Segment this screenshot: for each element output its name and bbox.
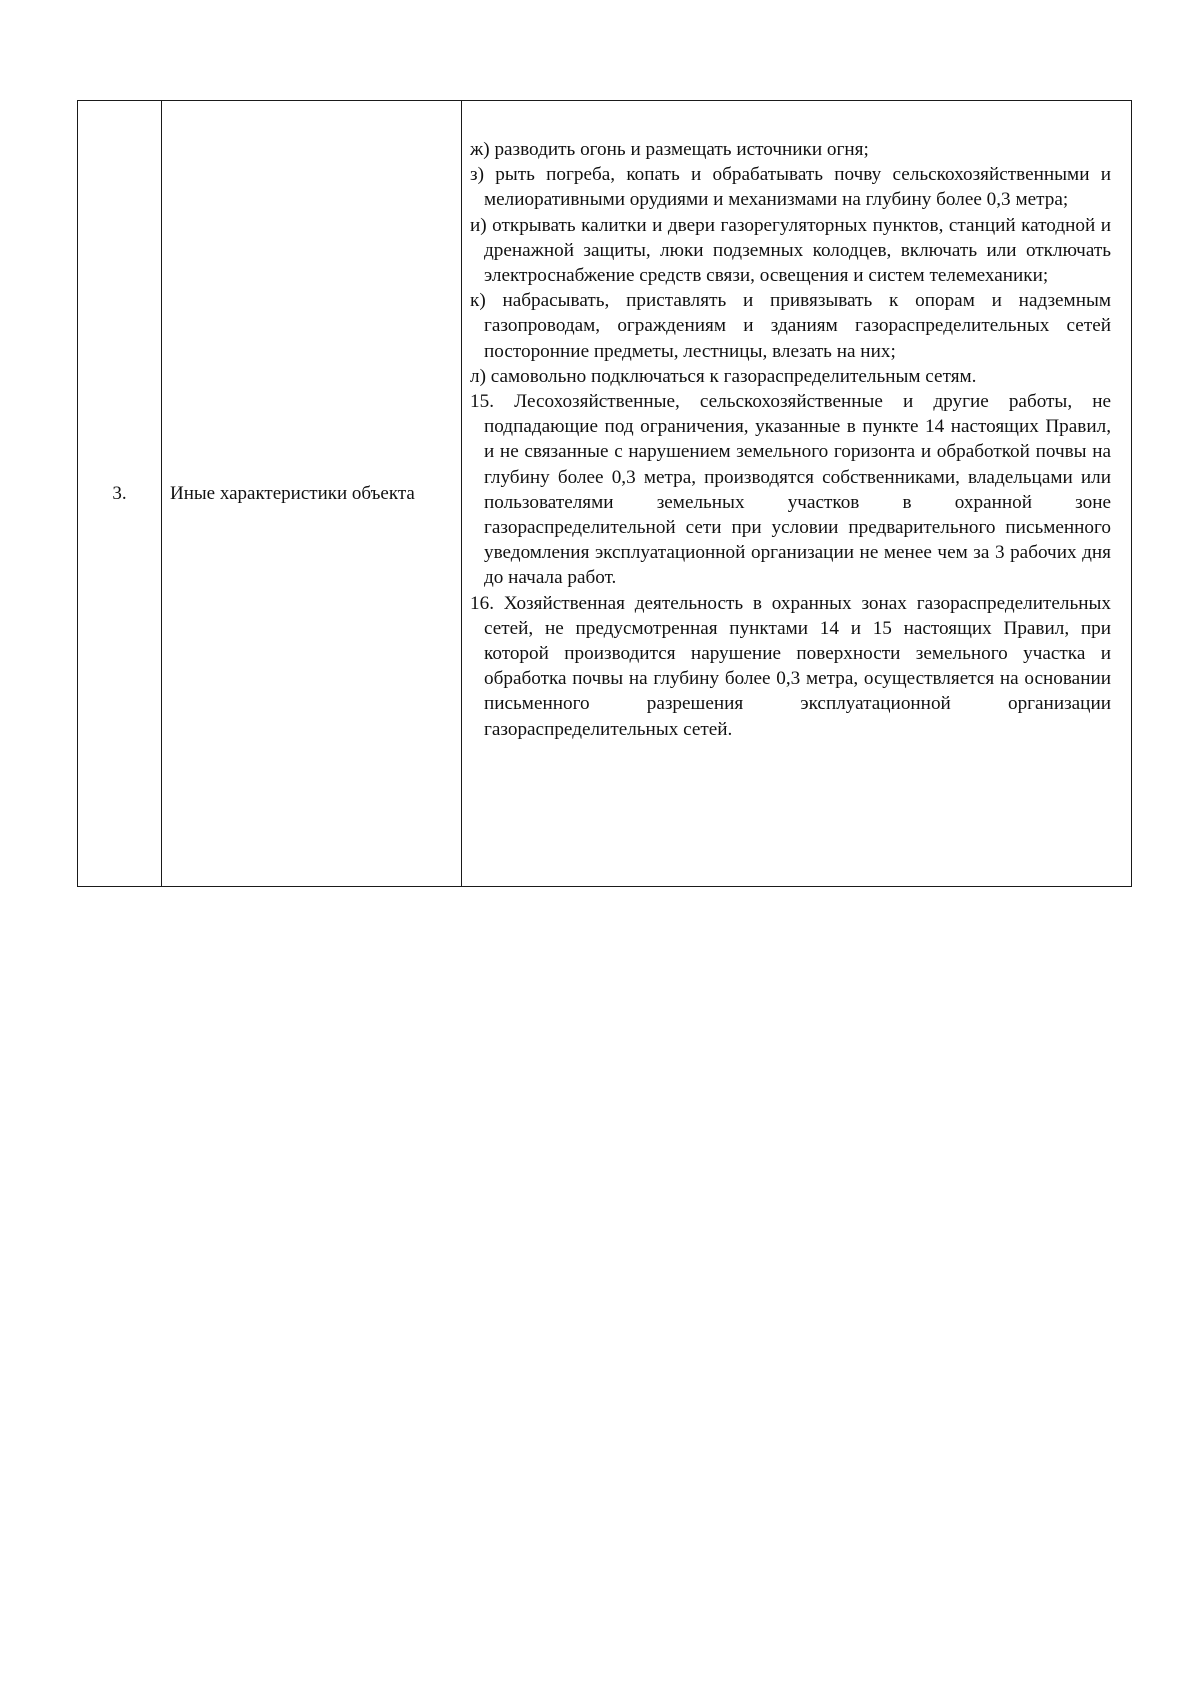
clause-15: 15. Лесохозяйственные, сельскохозяйственные и другие работы, не подпадающие под ограничения, указанные в пункте 14 настоящих Правил, и не связанные с нарушением земельного горизонта и обработкой почвы на глубину более 0,3 метра, производятся собственниками, владельцами или пользователями земельных участков в охранной зоне газораспределительной сети при условии предварительного письменного уведомления эксплуатационной организации не менее чем за 3 рабочих дня до начала работ. [470, 391, 1111, 589]
row-description-cell [462, 101, 1132, 887]
characteristics-table [77, 100, 1132, 887]
restriction-item-zh: ж) разводить огонь и размещать источники огня; [470, 139, 869, 160]
restriction-item-i: и) открывать калитки и двери газорегуляторных пунктов, станций катодной и дренажной защиты, люки подземных колодцев, включать или отключать электроснабжение средств связи, освещения и систем телемеханики; [470, 214, 1111, 287]
clause-16: 16. Хозяйственная деятельность в охранных зонах газораспределительных сетей, не предусмотренная пунктами 14 и 15 настоящих Правил, при которой производится нарушение поверхности земельного участка и обработка почвы на глубину более 0,3 метра, осуществляется на основании письменного разрешения эксплуатационной организации газораспределительных сетей. [470, 592, 1111, 740]
table-row [78, 101, 1132, 887]
row-name-cell [162, 101, 462, 887]
row-number-cell [78, 101, 162, 887]
row-name: Иные характеристики объекта [170, 482, 415, 504]
row-number: 3. [112, 482, 127, 504]
restriction-item-l: л) самовольно подключаться к газораспределительным сетям. [470, 365, 977, 387]
restriction-item-k: к) набрасывать, приставлять и привязывать к опорам и надземным газопроводам, ограждениям и зданиям газораспределительных сетей посторонние предметы, лестницы, влезать на них; [470, 290, 1111, 362]
restriction-item-z: з) рыть погреба, копать и обрабатывать почву сельскохозяйственными и мелиоративными орудиями и механизмами на глубину более 0,3 метра; [470, 164, 1111, 211]
